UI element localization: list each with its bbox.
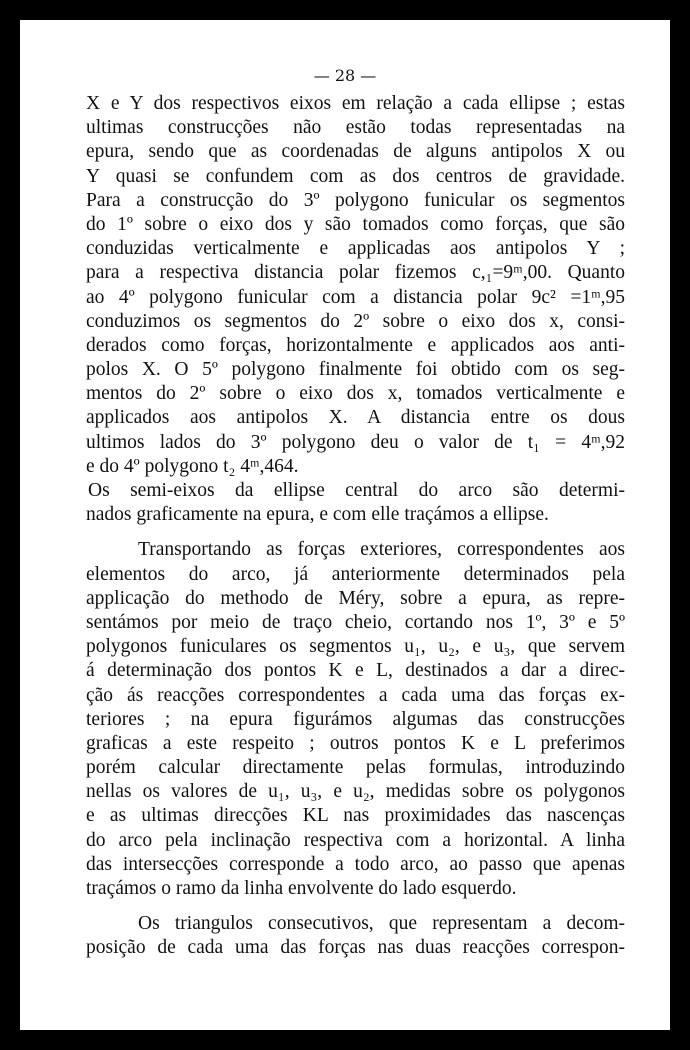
text-line: Para a construcção do 3º polygono funicular os segmentos (86, 189, 625, 211)
text-line: do arco pela inclinação respectiva com a horizontal. A linha (86, 829, 625, 851)
text-line: mentos do 2º sobre o eixo dos x, tomados verticalmente e (86, 383, 625, 405)
text-line: graficas a este respeito ; outros pontos K e L preferimos (86, 732, 625, 754)
text-line: ao 4º polygono funicular com a distancia polar 9c² =1ᵐ,95 (86, 286, 625, 308)
text-line: X e Y dos respectivos eixos em relação a cada ellipse ; estas (86, 93, 625, 114)
text-line: ultimas construcções não estão todas representadas na (86, 117, 625, 139)
text-line: derados como forças, horizontalmente e applicados aos anti- (86, 334, 625, 356)
book-page (20, 20, 670, 1030)
text-line: ultimos lados do 3º polygono deu o valor de t₁ = 4ᵐ,92 (86, 431, 625, 453)
text-line: epura, sendo que as coordenadas de alguns antipolos X ou (86, 141, 625, 163)
text-line: das intersecções corresponde a todo arco, ao passo que apenas (86, 853, 625, 875)
text-line: Transportando as forças exteriores, correspondentes aos (138, 539, 625, 561)
text-line: sentámos por meio de traço cheio, cortando nos 1º, 3º e 5º (86, 611, 625, 633)
text-line: polos X. O 5º polygono finalmente foi obtido com os seg- (86, 359, 625, 381)
text-line: e as ultimas direcções KL nas proximidades das nascenças (86, 805, 625, 827)
paragraph-4 (86, 912, 625, 960)
text-line: conduzimos os segmentos do 2º sobre o eixo dos x, consi- (86, 310, 625, 332)
text-line: porém calcular directamente pelas formulas, introduzindo (86, 757, 625, 779)
text-line: á determinação dos pontos K e L, destinados a dar a direc- (86, 660, 625, 682)
text-line: Y quasi se confundem com as dos centros de gravidade. (86, 165, 625, 187)
paragraph-gap (86, 527, 625, 538)
body-text (86, 92, 625, 961)
paragraph-3 (86, 538, 625, 901)
page-number: — 28 — (313, 66, 377, 85)
text-line: e do 4º polygono t₂ 4ᵐ,464. (86, 455, 299, 477)
text-line: applicação do methodo de Méry, sobre a epura, as repre- (86, 587, 625, 609)
paragraph-1 (86, 92, 625, 479)
text-line: Os semi-eixos da ellipse central do arco são determi- (88, 480, 625, 501)
text-line: applicados aos antipolos X. A distancia entre os dous (86, 407, 625, 429)
text-line: do 1º sobre o eixo dos y são tomados como forças, que são (86, 213, 625, 235)
text-line: Os triangulos consecutivos, que representam a decom- (138, 913, 625, 935)
text-line: polygonos funiculares os segmentos u₁, u₂, e u₃, que servem (86, 636, 625, 658)
text-line: posição de cada uma das forças nas duas reacções correspon- (86, 937, 625, 959)
text-line: para a respectiva distancia polar fizemos c,₁=9ᵐ,00. Quanto (86, 262, 625, 284)
paragraph-gap (86, 901, 625, 912)
paragraph-2 (86, 479, 625, 527)
text-line: teriores ; na epura figurámos algumas das construcções (86, 708, 625, 730)
text-line: nellas os valores de u₁, u₃, e u₂, medidas sobre os polygonos (86, 781, 625, 803)
text-line: traçámos o ramo da linha envolvente do lado esquerdo. (86, 878, 517, 899)
text-line: ção ás reacções correspondentes a cada uma das forças ex- (86, 684, 625, 706)
text-line: elementos do arco, já anteriormente determinados pela (86, 563, 625, 585)
text-line: nados graficamente na epura, e com elle traçámos a ellipse. (86, 504, 549, 526)
text-line: conduzidas verticalmente e applicadas aos antipolos Y ; (86, 238, 625, 260)
